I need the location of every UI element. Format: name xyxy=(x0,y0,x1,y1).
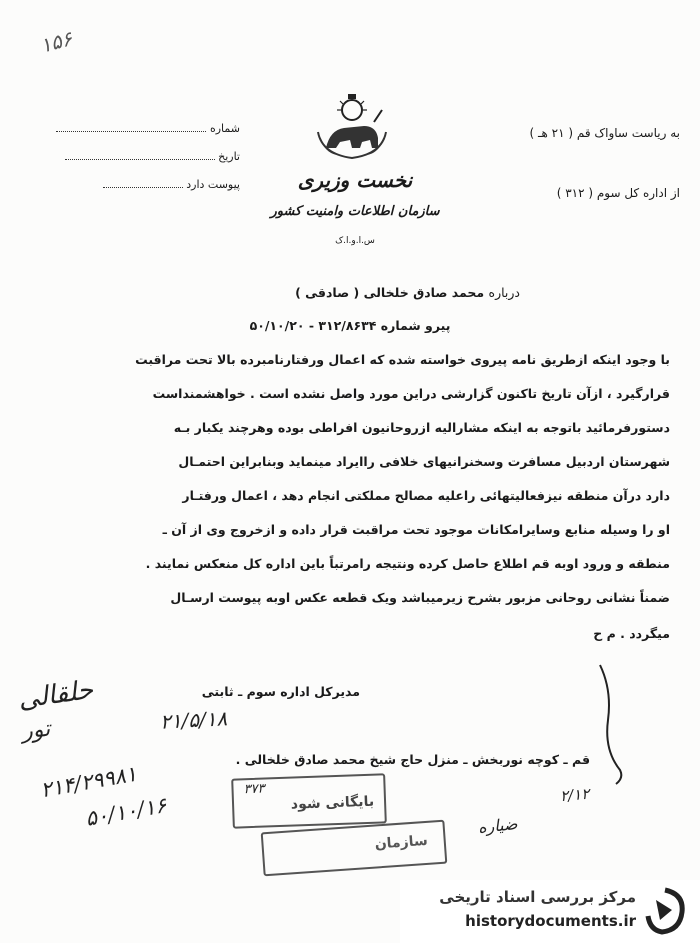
archive-center-logo-icon xyxy=(642,886,688,936)
org-subtitle: سازمان اطلاعات وامنیت کشور xyxy=(270,204,440,219)
left-handwriting-mid: تور xyxy=(20,716,52,745)
to-line: به ریاست ساواک قم ( ۲۱ هـ ) xyxy=(529,126,680,140)
organization-stamp xyxy=(261,820,448,877)
body-line-3: دستورفرمائید باتوجه به اینکه مشارالیه ازروحانیون افراطی بوده وهرچند یکبار بـه xyxy=(173,420,670,435)
left-handwritten-number: ۲۱۴/۲۹۹۸۱ xyxy=(38,761,139,803)
body-line-7: منطقه و ورود اوبه قم اطلاع حاصل کرده ونتیجه رامرتباً باین اداره کل منعکس نمایند . xyxy=(145,556,670,571)
body-line-4: شهرستان اردبیل مسافرت وسخنرانیهای خلافی راایراد مینماید وبنابراین احتمـال xyxy=(178,454,670,469)
from-line: از اداره کل سوم ( ۳۱۲ ) xyxy=(556,186,680,200)
corner-handwritten-mark: ۱۵۶ xyxy=(37,26,75,58)
attachment-field xyxy=(40,178,240,191)
body-line-9: میگردد . م ح xyxy=(593,626,670,641)
number-label: شماره xyxy=(209,122,240,135)
bottom-handwritten-initials: ضیاره xyxy=(477,813,519,838)
date-field xyxy=(40,150,240,163)
stamp-number: ۳۷۳ xyxy=(243,781,265,798)
stamp-archive-text: بایگانی شود xyxy=(290,793,375,813)
body-line-1: با وجود اینکه ازطریق نامه پیروی خواسته شده که اعمال ورفتارنامبرده بالا تحت مراقبت xyxy=(135,352,670,367)
watermark-arabic-text: مرکز بررسی اسناد تاریخی xyxy=(439,888,636,906)
right-handwritten-initials: ۲/۱۲ xyxy=(559,784,590,806)
address-line: قم ـ کوچه نوربخش ـ منزل حاج شیخ محمد صادق خلخالی . xyxy=(235,752,590,767)
body-line-2: قرارگیرد ، ازآن تاریخ تاکنون گزارشی دراین مورد واصل نشده است . خواهشمنداست xyxy=(152,386,670,401)
left-handwriting-top: حلقالی xyxy=(16,674,96,716)
subject-value: محمد صادق خلخالی ( صادقی ) xyxy=(295,285,485,300)
lion-and-sun-emblem-icon xyxy=(312,92,392,164)
body-line-8: ضمناً نشانی روحانی مزبور بشرح زیرمیباشد ویک قطعه عکس اوبه پیوست ارسـال xyxy=(170,590,670,605)
org-title: نخست وزیری xyxy=(297,168,413,192)
watermark-url: historydocuments.ir xyxy=(465,912,636,930)
left-handwritten-date: ۵۰/۱۰/۱۶ xyxy=(83,793,169,831)
attachment-value: دارد xyxy=(186,178,205,191)
handwritten-date: ۲۱/۵/۱۸ xyxy=(159,706,228,734)
right-signature-scribble-icon xyxy=(590,660,630,790)
subject-line xyxy=(190,285,520,300)
stamp-org-text: سازمان xyxy=(374,832,429,853)
reference-line: پیرو شماره ۳۱۲/۸۶۳۴ - ۵۰/۱۰/۲۰ xyxy=(249,318,451,333)
watermark-band xyxy=(400,880,700,943)
date-label: تاریخ xyxy=(218,150,240,163)
org-code: س.ا.و.ا.ک xyxy=(335,236,375,246)
signature-line: مدیرکل اداره سوم ـ ثابتی xyxy=(201,684,360,699)
subject-label: درباره xyxy=(488,285,520,300)
archive-stamp xyxy=(231,773,387,828)
number-field xyxy=(40,122,240,135)
attachment-label: پیوست xyxy=(207,178,240,191)
body-line-5: دارد درآن منطقه نیزفعالیتهائی راعلیه مصالح مملکتی انجام دهد ، اعمال ورفتـار xyxy=(182,488,670,503)
body-line-6: او را وسیله منابع وسایرامکانات موجود تحت مراقبت قرار داده و ازخروج وی از آن ـ xyxy=(162,522,670,537)
